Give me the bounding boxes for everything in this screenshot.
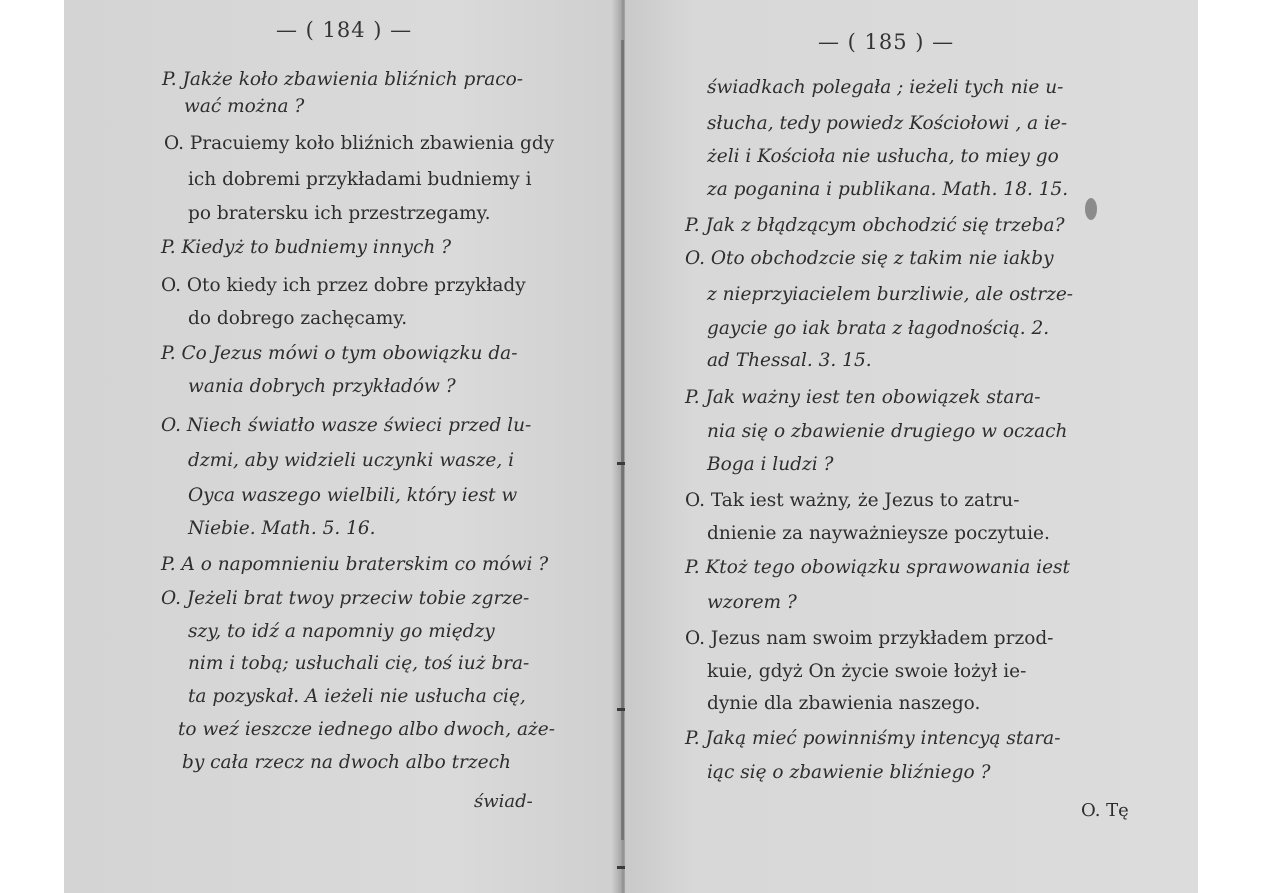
text-line: żeli i Kościoła nie usłucha, to miey go	[707, 146, 1059, 167]
text-line: ta pozyskał. A ieżeli nie usłucha cię,	[188, 686, 526, 707]
text-line: P. Jak ważny iest ten obowiązek stara-	[685, 387, 1041, 408]
left-page	[64, 0, 620, 893]
text-line: iąc się o zbawienie bliźniego ?	[707, 762, 991, 783]
text-line: O. Oto kiedy ich przez dobre przykłady	[161, 275, 526, 296]
text-line: Niebie. Math. 5. 16.	[188, 518, 376, 539]
text-line: wać można ?	[184, 96, 305, 117]
text-line: O. Pracuiemy koło bliźnich zbawienia gdy	[164, 133, 555, 154]
text-line: wania dobrych przykładów ?	[188, 376, 456, 397]
text-line: to weź ieszcze iednego albo dwoch, aże-	[178, 719, 555, 740]
text-line: po bratersku ich przestrzegamy.	[188, 203, 491, 224]
text-line: kuie, gdyż On życie swoie łożył ie-	[707, 661, 1027, 682]
text-line: P. Jak z błądzącym obchodzić się trzeba?	[685, 215, 1065, 236]
page-number-184: — ( 184 ) —	[276, 18, 413, 42]
ink-blot	[1085, 198, 1097, 220]
text-line: P. Jaką mieć powinniśmy intencyą stara-	[685, 728, 1061, 749]
text-line: słucha, tedy powiedz Kościołowi , a ie-	[707, 113, 1068, 134]
text-line: do dobrego zachęcamy.	[188, 308, 408, 329]
text-line: P. Ktoż tego obowiązku sprawowania iest	[685, 557, 1070, 578]
text-line: Boga i ludzi ?	[707, 454, 834, 475]
text-line: nia się o zbawienie drugiego w oczach	[707, 421, 1068, 442]
text-line: z nieprzyiacielem burzliwie, ale ostrze-	[707, 284, 1074, 305]
text-line: Oyca waszego wielbili, który iest w	[188, 485, 518, 506]
text-line: świadkach polegała ; ieżeli tych nie u-	[707, 77, 1064, 98]
right-page	[625, 0, 1198, 893]
text-line: za poganina i publikana. Math. 18. 15.	[707, 179, 1069, 200]
text-line: P. Jakże koło zbawienia bliźnich praco-	[162, 69, 523, 90]
text-line: O. Oto obchodzcie się z takim nie iakby	[685, 248, 1054, 269]
text-line: dynie dla zbawienia naszego.	[707, 693, 981, 714]
catchword: O. Tę	[1081, 800, 1129, 821]
text-line: O. Jezus nam swoim przykładem przod-	[685, 628, 1054, 649]
binding-thread	[621, 40, 624, 840]
text-line: by cała rzecz na dwoch albo trzech	[182, 752, 511, 773]
text-line: gaycie go iak brata z łagodnością. 2.	[707, 318, 1050, 339]
text-line: ad Thessal. 3. 15.	[707, 350, 872, 371]
open-book	[64, 0, 1198, 893]
text-line: nim i tobą; usłuchali cię, toś iuż bra-	[188, 653, 530, 674]
text-line: szy, to idź a napomniy go między	[188, 621, 495, 642]
text-line: dzmi, aby widzieli uczynki wasze, i	[188, 450, 515, 471]
text-line: dnienie za nayważnieysze poczytuie.	[707, 523, 1050, 544]
text-line: P. Co Jezus mówi o tym obowiązku da-	[161, 343, 518, 364]
catchword: świad-	[474, 791, 533, 812]
text-line: P. Kiedyż to budniemy innych ?	[161, 237, 452, 258]
page-number-185: — ( 185 ) —	[818, 30, 955, 54]
text-line: O. Niech światło wasze świeci przed lu-	[161, 415, 532, 436]
text-line: P. A o napomnieniu braterskim co mówi ?	[161, 554, 549, 575]
text-line: wzorem ?	[707, 592, 797, 613]
text-line: O. Jeżeli brat twoy przeciw tobie zgrze-	[161, 588, 530, 609]
text-line: ich dobremi przykładami budniemy i	[188, 169, 532, 190]
text-line: O. Tak iest ważny, że Jezus to zatru-	[685, 490, 1020, 511]
